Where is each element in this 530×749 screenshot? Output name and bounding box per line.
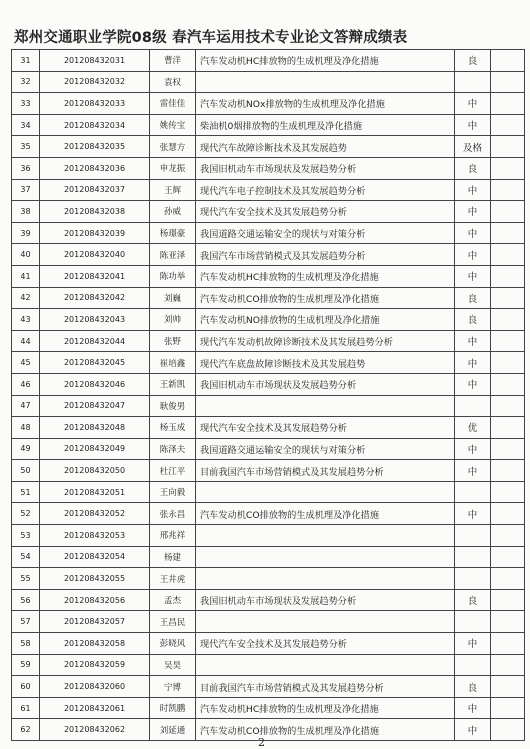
row-number-cell: 38 bbox=[12, 201, 40, 223]
grade-cell: 中 bbox=[455, 719, 491, 741]
thesis-topic-cell: 汽车发动机NOx排放物的生成机理及净化措施 bbox=[196, 93, 455, 115]
row-number-cell: 54 bbox=[12, 546, 40, 568]
blank-cell bbox=[491, 611, 525, 633]
student-name-cell: 姚传宝 bbox=[150, 114, 196, 136]
row-number-cell: 48 bbox=[12, 417, 40, 439]
grade-cell: 中 bbox=[455, 503, 491, 525]
row-number-cell: 56 bbox=[12, 589, 40, 611]
grade-cell: 中 bbox=[455, 373, 491, 395]
blank-cell bbox=[491, 438, 525, 460]
student-id-cell: 201208432033 bbox=[40, 93, 150, 115]
table-row bbox=[12, 503, 525, 525]
table-row bbox=[12, 309, 525, 331]
grade-cell: 及格 bbox=[455, 136, 491, 158]
thesis-topic-cell bbox=[196, 525, 455, 547]
student-id-cell: 201208432035 bbox=[40, 136, 150, 158]
table-row bbox=[12, 244, 525, 266]
student-id-cell: 201208432039 bbox=[40, 222, 150, 244]
student-name-cell: 雷佳佳 bbox=[150, 93, 196, 115]
blank-cell bbox=[491, 373, 525, 395]
student-name-cell: 杨璟豪 bbox=[150, 222, 196, 244]
student-name-cell: 耿俊男 bbox=[150, 395, 196, 417]
student-id-cell: 201208432051 bbox=[40, 481, 150, 503]
student-id-cell: 201208432059 bbox=[40, 654, 150, 676]
page-number: 2 bbox=[258, 736, 265, 749]
grade-cell: 中 bbox=[455, 352, 491, 374]
student-id-cell: 201208432041 bbox=[40, 265, 150, 287]
blank-cell bbox=[491, 654, 525, 676]
row-number-cell: 62 bbox=[12, 719, 40, 741]
grade-cell: 良 bbox=[455, 589, 491, 611]
student-name-cell: 彭晓风 bbox=[150, 633, 196, 655]
blank-cell bbox=[491, 50, 525, 72]
row-number-cell: 53 bbox=[12, 525, 40, 547]
thesis-topic-cell: 汽车发动机CO排放物的生成机理及净化措施 bbox=[196, 719, 455, 741]
thesis-topic-cell: 汽车发动机NO排放物的生成机理及净化措施 bbox=[196, 309, 455, 331]
student-id-cell: 201208432053 bbox=[40, 525, 150, 547]
blank-cell bbox=[491, 546, 525, 568]
row-number-cell: 46 bbox=[12, 373, 40, 395]
thesis-topic-cell bbox=[196, 546, 455, 568]
blank-cell bbox=[491, 633, 525, 655]
table-row bbox=[12, 719, 525, 741]
student-name-cell: 陈功举 bbox=[150, 265, 196, 287]
grade-cell: 良 bbox=[455, 676, 491, 698]
student-name-cell: 杨玉成 bbox=[150, 417, 196, 439]
blank-cell bbox=[491, 395, 525, 417]
blank-cell bbox=[491, 503, 525, 525]
table-row bbox=[12, 157, 525, 179]
row-number-cell: 43 bbox=[12, 309, 40, 331]
student-id-cell: 201208432034 bbox=[40, 114, 150, 136]
row-number-cell: 33 bbox=[12, 93, 40, 115]
thesis-topic-cell: 现代汽车安全技术及其发展趋势分析 bbox=[196, 417, 455, 439]
thesis-topic-cell: 我国旧机动车市场现状及发展趋势分析 bbox=[196, 157, 455, 179]
row-number-cell: 52 bbox=[12, 503, 40, 525]
thesis-topic-cell bbox=[196, 654, 455, 676]
thesis-topic-cell: 汽车发动机HC排放物的生成机理及净化措施 bbox=[196, 697, 455, 719]
student-id-cell: 201208432040 bbox=[40, 244, 150, 266]
table-row bbox=[12, 395, 525, 417]
thesis-topic-cell: 现代汽车安全技术及其发展趋势分析 bbox=[196, 201, 455, 223]
row-number-cell: 40 bbox=[12, 244, 40, 266]
row-number-cell: 51 bbox=[12, 481, 40, 503]
student-name-cell: 袁权 bbox=[150, 71, 196, 93]
student-name-cell: 刘帅 bbox=[150, 309, 196, 331]
blank-cell bbox=[491, 589, 525, 611]
student-id-cell: 201208432058 bbox=[40, 633, 150, 655]
table-row bbox=[12, 352, 525, 374]
student-id-cell: 201208432036 bbox=[40, 157, 150, 179]
student-id-cell: 201208432061 bbox=[40, 697, 150, 719]
student-name-cell: 时凯鹏 bbox=[150, 697, 196, 719]
grade-cell: 中 bbox=[455, 179, 491, 201]
student-name-cell: 王向毅 bbox=[150, 481, 196, 503]
grade-cell: 中 bbox=[455, 330, 491, 352]
row-number-cell: 42 bbox=[12, 287, 40, 309]
thesis-topic-cell: 汽车发动机HC排放物的生成机理及净化措施 bbox=[196, 50, 455, 72]
grade-cell: 中 bbox=[455, 697, 491, 719]
student-id-cell: 201208432031 bbox=[40, 50, 150, 72]
table-row bbox=[12, 71, 525, 93]
grade-cell bbox=[455, 525, 491, 547]
thesis-topic-cell bbox=[196, 611, 455, 633]
student-id-cell: 201208432043 bbox=[40, 309, 150, 331]
thesis-topic-cell bbox=[196, 481, 455, 503]
student-name-cell: 陈泽夫 bbox=[150, 438, 196, 460]
blank-cell bbox=[491, 244, 525, 266]
student-name-cell: 刘巍 bbox=[150, 287, 196, 309]
blank-cell bbox=[491, 719, 525, 741]
blank-cell bbox=[491, 114, 525, 136]
thesis-topic-cell bbox=[196, 71, 455, 93]
table-row bbox=[12, 525, 525, 547]
thesis-topic-cell: 柴油机0烟排放物的生成机理及净化措施 bbox=[196, 114, 455, 136]
row-number-cell: 47 bbox=[12, 395, 40, 417]
blank-cell bbox=[491, 309, 525, 331]
row-number-cell: 44 bbox=[12, 330, 40, 352]
blank-cell bbox=[491, 157, 525, 179]
thesis-topic-cell: 现代汽车电子控制技术及其发展趋势分析 bbox=[196, 179, 455, 201]
grade-cell: 中 bbox=[455, 222, 491, 244]
grade-cell: 中 bbox=[455, 438, 491, 460]
row-number-cell: 59 bbox=[12, 654, 40, 676]
student-name-cell: 刘延通 bbox=[150, 719, 196, 741]
grade-cell bbox=[455, 654, 491, 676]
row-number-cell: 45 bbox=[12, 352, 40, 374]
thesis-topic-cell: 现代汽车底盘故障诊断技术及其发展趋势 bbox=[196, 352, 455, 374]
table-row bbox=[12, 373, 525, 395]
grade-cell: 良 bbox=[455, 157, 491, 179]
student-id-cell: 201208432047 bbox=[40, 395, 150, 417]
blank-cell bbox=[491, 352, 525, 374]
blank-cell bbox=[491, 676, 525, 698]
row-number-cell: 61 bbox=[12, 697, 40, 719]
grade-cell bbox=[455, 546, 491, 568]
row-number-cell: 41 bbox=[12, 265, 40, 287]
student-id-cell: 201208432056 bbox=[40, 589, 150, 611]
thesis-topic-cell: 汽车发动机CO排放物的生成机理及净化措施 bbox=[196, 287, 455, 309]
student-name-cell: 曹洋 bbox=[150, 50, 196, 72]
student-name-cell: 杜江平 bbox=[150, 460, 196, 482]
student-id-cell: 201208432048 bbox=[40, 417, 150, 439]
student-name-cell: 吴昊 bbox=[150, 654, 196, 676]
table-row bbox=[12, 114, 525, 136]
student-name-cell: 杨建 bbox=[150, 546, 196, 568]
blank-cell bbox=[491, 265, 525, 287]
table-row bbox=[12, 697, 525, 719]
thesis-topic-cell: 目前我国汽车市场营销模式及其发展趋势分析 bbox=[196, 676, 455, 698]
student-name-cell: 张野 bbox=[150, 330, 196, 352]
row-number-cell: 60 bbox=[12, 676, 40, 698]
thesis-topic-cell bbox=[196, 568, 455, 590]
grade-cell: 优 bbox=[455, 417, 491, 439]
student-id-cell: 201208432062 bbox=[40, 719, 150, 741]
thesis-topic-cell bbox=[196, 395, 455, 417]
grades-table bbox=[11, 49, 525, 741]
table-row bbox=[12, 330, 525, 352]
student-name-cell: 孙威 bbox=[150, 201, 196, 223]
row-number-cell: 39 bbox=[12, 222, 40, 244]
grade-cell: 良 bbox=[455, 287, 491, 309]
student-id-cell: 201208432037 bbox=[40, 179, 150, 201]
grade-cell: 中 bbox=[455, 460, 491, 482]
thesis-topic-cell: 汽车发动机HC排放物的生成机理及净化措施 bbox=[196, 265, 455, 287]
blank-cell bbox=[491, 481, 525, 503]
grade-cell: 中 bbox=[455, 265, 491, 287]
student-id-cell: 201208432045 bbox=[40, 352, 150, 374]
grade-cell: 中 bbox=[455, 244, 491, 266]
table-row bbox=[12, 611, 525, 633]
row-number-cell: 36 bbox=[12, 157, 40, 179]
table-row bbox=[12, 417, 525, 439]
blank-cell bbox=[491, 201, 525, 223]
table-row bbox=[12, 136, 525, 158]
table-row bbox=[12, 654, 525, 676]
grade-cell: 中 bbox=[455, 201, 491, 223]
blank-cell bbox=[491, 330, 525, 352]
student-id-cell: 201208432060 bbox=[40, 676, 150, 698]
thesis-topic-cell: 目前我国汽车市场营销模式及其发展趋势分析 bbox=[196, 460, 455, 482]
row-number-cell: 37 bbox=[12, 179, 40, 201]
student-name-cell: 王井虎 bbox=[150, 568, 196, 590]
thesis-topic-cell: 我国旧机动车市场现状及发展趋势分析 bbox=[196, 589, 455, 611]
student-id-cell: 201208432050 bbox=[40, 460, 150, 482]
student-id-cell: 201208432052 bbox=[40, 503, 150, 525]
grade-cell bbox=[455, 481, 491, 503]
row-number-cell: 32 bbox=[12, 71, 40, 93]
blank-cell bbox=[491, 568, 525, 590]
table-row bbox=[12, 438, 525, 460]
grade-cell bbox=[455, 611, 491, 633]
blank-cell bbox=[491, 71, 525, 93]
table-row bbox=[12, 179, 525, 201]
row-number-cell: 50 bbox=[12, 460, 40, 482]
grade-cell bbox=[455, 71, 491, 93]
thesis-topic-cell: 我国道路交通运输安全的现状与对策分析 bbox=[196, 438, 455, 460]
blank-cell bbox=[491, 417, 525, 439]
row-number-cell: 35 bbox=[12, 136, 40, 158]
student-name-cell: 陈亚泽 bbox=[150, 244, 196, 266]
table-row bbox=[12, 676, 525, 698]
thesis-topic-cell: 我国道路交通运输安全的现状与对策分析 bbox=[196, 222, 455, 244]
student-id-cell: 201208432032 bbox=[40, 71, 150, 93]
blank-cell bbox=[491, 222, 525, 244]
table-row bbox=[12, 93, 525, 115]
student-id-cell: 201208432049 bbox=[40, 438, 150, 460]
student-name-cell: 王辉 bbox=[150, 179, 196, 201]
row-number-cell: 34 bbox=[12, 114, 40, 136]
table-row bbox=[12, 460, 525, 482]
table-row bbox=[12, 222, 525, 244]
grade-cell: 良 bbox=[455, 50, 491, 72]
grade-cell: 中 bbox=[455, 93, 491, 115]
student-name-cell: 崔培鑫 bbox=[150, 352, 196, 374]
row-number-cell: 49 bbox=[12, 438, 40, 460]
row-number-cell: 57 bbox=[12, 611, 40, 633]
row-number-cell: 58 bbox=[12, 633, 40, 655]
student-name-cell: 王昌民 bbox=[150, 611, 196, 633]
student-name-cell: 宁博 bbox=[150, 676, 196, 698]
grade-cell bbox=[455, 568, 491, 590]
row-number-cell: 55 bbox=[12, 568, 40, 590]
table-row bbox=[12, 546, 525, 568]
blank-cell bbox=[491, 136, 525, 158]
blank-cell bbox=[491, 179, 525, 201]
blank-cell bbox=[491, 287, 525, 309]
table-row bbox=[12, 265, 525, 287]
blank-cell bbox=[491, 93, 525, 115]
grade-cell: 中 bbox=[455, 114, 491, 136]
student-id-cell: 201208432055 bbox=[40, 568, 150, 590]
student-id-cell: 201208432038 bbox=[40, 201, 150, 223]
student-id-cell: 201208432044 bbox=[40, 330, 150, 352]
table-row bbox=[12, 287, 525, 309]
student-name-cell: 张慧方 bbox=[150, 136, 196, 158]
student-name-cell: 邢兆祥 bbox=[150, 525, 196, 547]
table-row bbox=[12, 589, 525, 611]
thesis-topic-cell: 我国旧机动车市场现状及发展趋势分析 bbox=[196, 373, 455, 395]
blank-cell bbox=[491, 460, 525, 482]
table-row bbox=[12, 201, 525, 223]
student-id-cell: 201208432046 bbox=[40, 373, 150, 395]
grade-cell: 良 bbox=[455, 309, 491, 331]
student-id-cell: 201208432057 bbox=[40, 611, 150, 633]
thesis-topic-cell: 现代汽车故障诊断技术及其发展趋势 bbox=[196, 136, 455, 158]
page-title: 郑州交通职业学院08级 春汽车运用技术专业论文答辩成绩表 bbox=[14, 30, 408, 46]
grade-cell bbox=[455, 395, 491, 417]
student-id-cell: 201208432042 bbox=[40, 287, 150, 309]
thesis-topic-cell: 现代汽车发动机故障诊断技术及其发展趋势分析 bbox=[196, 330, 455, 352]
thesis-topic-cell: 现代汽车安全技术及其发展趋势分析 bbox=[196, 633, 455, 655]
table-row bbox=[12, 568, 525, 590]
student-id-cell: 201208432054 bbox=[40, 546, 150, 568]
student-name-cell: 王新凯 bbox=[150, 373, 196, 395]
blank-cell bbox=[491, 697, 525, 719]
blank-cell bbox=[491, 525, 525, 547]
grade-cell: 中 bbox=[455, 633, 491, 655]
table-row bbox=[12, 633, 525, 655]
thesis-topic-cell: 汽车发动机CO排放物的生成机理及净化措施 bbox=[196, 503, 455, 525]
thesis-topic-cell: 我国汽车市场营销模式及其发展趋势分析 bbox=[196, 244, 455, 266]
table-row bbox=[12, 50, 525, 72]
student-name-cell: 孟杰 bbox=[150, 589, 196, 611]
student-name-cell: 张永昌 bbox=[150, 503, 196, 525]
student-name-cell: 申龙振 bbox=[150, 157, 196, 179]
table-row bbox=[12, 481, 525, 503]
row-number-cell: 31 bbox=[12, 50, 40, 72]
